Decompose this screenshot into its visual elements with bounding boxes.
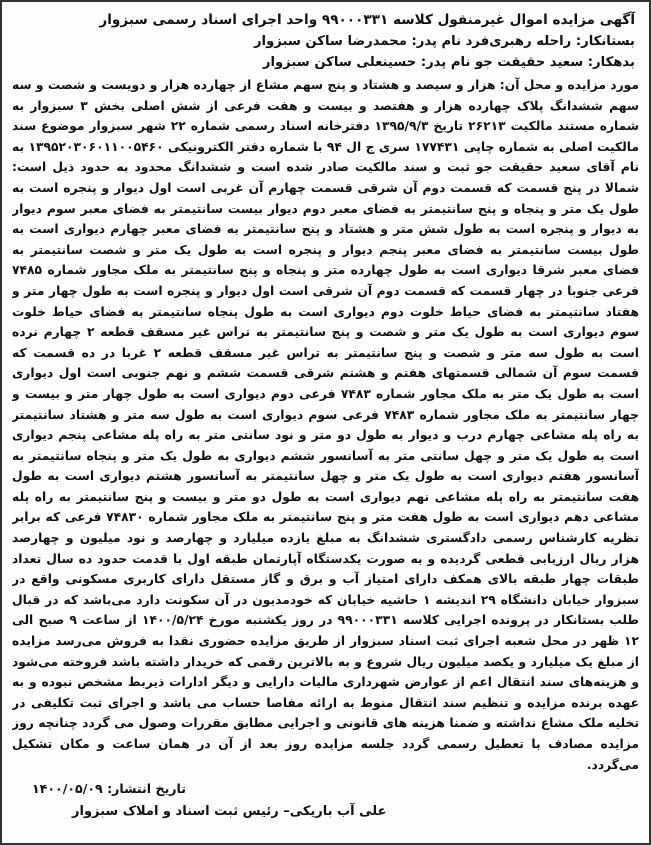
notice-title: آگهی مزایده اموال غیرمنقول کلاسه ۹۹۰۰۰۳۳۱ واحد اجرای اسناد رسمی سبزوار bbox=[99, 12, 635, 28]
signature-line: علی آب باریکی– رئیس ثبت اسناد و املاک سبزوار bbox=[72, 804, 387, 820]
publish-date: تاریخ انتشار: ۱۴۰۰/۰۵/۰۹ bbox=[32, 781, 187, 797]
creditor-line: بستانکار: راحله رهبری‌فرد نام پدر: محمدرضا ساکن سبزوار bbox=[253, 34, 635, 49]
notice-content bbox=[12, 10, 639, 835]
debtor-line: بدهکار: سعید حقیقت جو نام پدر: حسینعلی ساکن سبزوار bbox=[262, 55, 635, 70]
notice-body: مورد مزایده و محل آن: هزار و سیصد و هشتاد و پنج سهم مشاع از چهارده هزار و دویست و شصت و سه سهم ششدانگ پلاک چهارده هزار و هفتصد و بیست و هفت فرعی از شش اصلی بخش ۳ سبزوار به شماره مستند مالکیت ۲۶۲۱۳ تاریخ ۱۳۹۵/۹/۳ دفترخانه اسناد رسمی شماره ۲۲ شهر سبزوار موضوع سند مالکیت اصلی به شماره چاپی ۱۷۷۴۳۱ سری ج ال ۹۴ با شماره دفتر الکترونیکی ۱۳۹۵۲۰۳۰۶۰۱۱۰۰۵۴۶۰ به نام آقای سعید حقیقت جو ثبت و سند مالکیت صادر شده است و ششدانگ محدود به حدود ذیل است: شمالا در پنج قسمت که قسمت دوم آن شرقی قسمت چهارم آن غربی است اول دیوار و پنجره است به طول یک متر و پنجاه و پنج سانتیمتر به فضای معبر دوم دیوار بیست سانتیمتر به فضای معبر سوم دیوار به دیوار و پنجره است به طول شش متر و هشتاد و پنج سانتیمتر به فضای معبر چهارم دیواری است به طول بیست سانتیمتر به فضای معبر پنجم دیوار و پنجره است به طول یک متر و شصت سانتیمتر به فضای معبر شرقا دیواری است به طول چهارده متر و پنجاه و پنج سانتیمتر به ملک مجاور شماره ۷۴۸۵ فرعی جنوبا در چهار قسمت که قسمت دوم آن شرقی است اول دیوار و پنجره است به طول چهار متر و هفتاد سانتیمتر به فضای حیاط خلوت دوم دیواری است به طول پنجاه سانتیمتر به فضای حیاط خلوت سوم دیواری است به طول یک متر و شصت و پنج سانتیمتر به تراس غیر مسقف قطعه ۲ چهارم نرده است به طول سه متر و شصت و پنج سانتیمتر به تراس غیر مسقف قطعه ۲ غربا در ده قسمت که قسمت سوم آن شمالی قسمتهای هفتم و هشتم شرقی قسمت ششم و نهم جنوبی است اول دیواری است به طول یک متر به ملک مجاور شماره ۷۴۸۳ فرعی دوم دیواری است به طول چهار متر و بیست و چهار سانتیمتر به ملک مجاور شماره ۷۴۸۳ فرعی سوم دیواری است به طول سه متر و هشتاد سانتیمتر به راه پله مشاعی چهارم درب و دیوار به طول دو متر و نود سانتی متر به راه پله مشاعی پنجم دیواری است به طول یک متر و چهل سانتی متر به آسانسور ششم دیواری به طول یک متر و پنجاه سانتیمتر به آسانسور هفتم دیواری است به طول یک متر و چهل سانتیمتر به آسانسور هشتم دیواری است به طول هفت سانتیمتر به راه پله مشاعی نهم دیواری است به طول دو متر و بیست و پنج سانتیمتر به راه پله مشاعی دهم دیواری است به طول هفت متر و پنج سانتیمتر به ملک مجاور شماره ۷۴۸۳۰ فرعی که برابر نظریه کارشناس رسمی دادگستری ششدانگ به مبلغ یازده میلیارد و چهارصد و نود میلیون و چهارصد هزار ریال ارزیابی قطعی گردیده و به صورت یکدستگاه آپارتمان طبقه اول با قدمت حدود ده سال تعداد طبقات چهار طبقه بالای همکف دارای امتیاز آب و برق و گاز مستقل دارای کاربری مسکونی واقع در سبزوار خیابان دانشگاه ۲۹ اندیشه ۱ حاشیه خیابان که خودمدیون در آن سکونت دارد می‌باشد که در قبال طلب بستانکار در پرونده اجرایی کلاسه ۹۹۰۰۰۳۳۱ در روز یکشنبه مورخ ۱۴۰۰/۵/۲۴ از ساعت ۹ صبح الی ۱۲ ظهر در محل شعبه اجرای ثبت اسناد سبزوار از طریق مزایده حضوری نقدا به فروش می‌رسد مزایده از مبلغ یک میلیارد و یکصد میلیون ریال شروع و به بالاترین رقمی که خریدار داشته باشد فروخته می‌شود و هزینه‌های سند انتقال اعم از عوارض شهرداری مالیات دارایی و دیگر ادارات ذیربط مشخص نبوده و به عهده برنده مزایده و تنظیم سند انتقال منوط به ارائه مفاصا حساب می باشد و اجرای ثبت تکلیفی در تخلیه ملک مشاع نداشته و ضمنا هزینه های قانونی و اجرایی مطابق مقررات وصول می گردد چنانچه روز مزایده مصادف با تعطیل رسمی گردد جلسه مزایده روز بعد از آن در همان ساعت و مکان تشکیل می‌گردد. bbox=[12, 78, 639, 772]
